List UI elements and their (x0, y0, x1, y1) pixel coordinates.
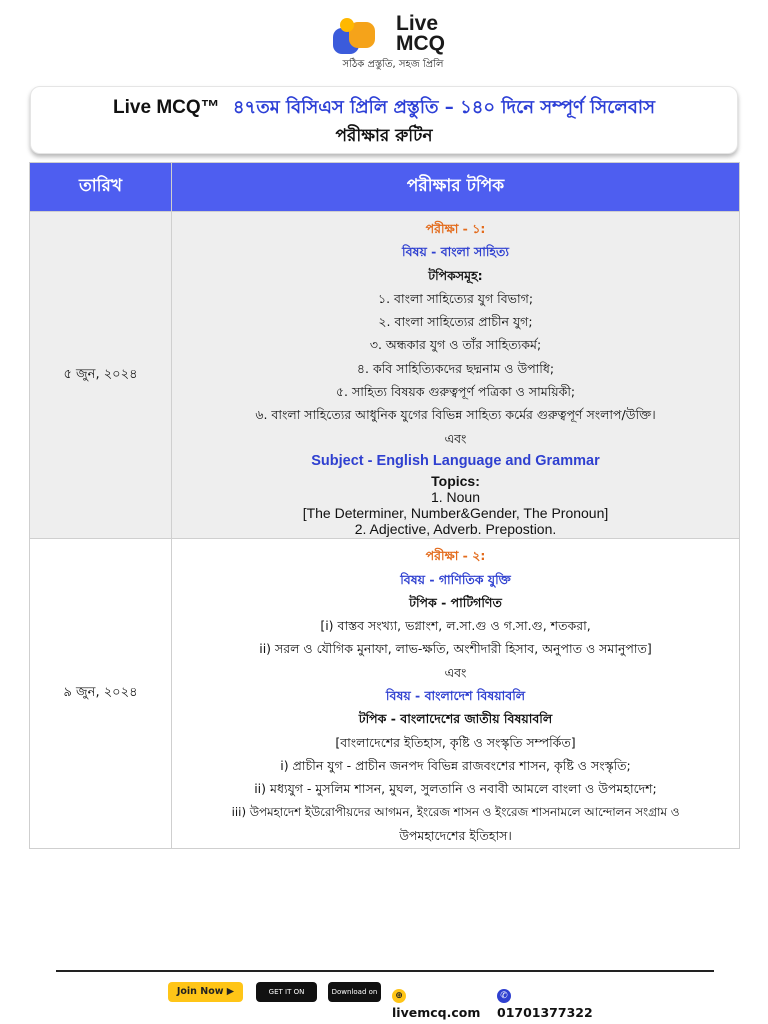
topic-item: [i) বাস্তব সংখ্যা, ভগ্নাংশ, ল.সা.গু ও গ.সা.গু, শতকরা, (320, 618, 591, 634)
footer (0, 982, 768, 1020)
topic-item: ২. বাংলা সাহিত্যের প্রাচীন যুগ; (378, 314, 533, 330)
exam-topics-cell (172, 212, 740, 539)
app-store-badge[interactable]: Download on App Store (328, 982, 381, 1002)
and-connector: এবং (444, 430, 467, 446)
topic-item: ১. বাংলা সাহিত্যের যুগ বিভাগ; (377, 290, 534, 306)
topic-label: টপিক - পাটিগণিত (409, 594, 502, 610)
live-mcq-logo-icon (333, 18, 389, 58)
website-text: livemcq.com (392, 1005, 481, 1020)
topic-item: 2. Adjective, Adverb. Prepostion. (354, 521, 557, 538)
topic-item: [The Determiner, Number&Gender, The Pronoun] (302, 505, 609, 522)
exam-routine-table (29, 162, 740, 849)
footer-divider (56, 970, 714, 972)
topics-label: টপিকসমূহ: (428, 267, 483, 283)
logo-wordmark: Live MCQ (396, 12, 445, 55)
topic-item: iii) উপমহাদেশ ইউরোপীয়দের আগমন, ইংরেজ শাসন ও ইংরেজ শাসনামলে আন্দোলন সংগ্রাম ও (231, 804, 680, 819)
exam-number: পরীক্ষা - ২: (425, 548, 486, 564)
brand-name: Live MCQ™ (113, 97, 220, 118)
banner-title-line (31, 93, 737, 124)
exam-subject-2: বিষয় - বাংলাদেশ বিষয়াবলি (385, 688, 526, 704)
logo (0, 14, 768, 72)
website-link[interactable] (392, 982, 492, 1020)
topic-item: উপমহাদেশের ইতিহাস। (399, 827, 512, 843)
exam-number: পরীক্ষা - ১: (425, 221, 486, 236)
topic-item: ৬. বাংলা সাহিত্যের আধুনিক যুগের বিভিন্ন সাহিত্য কর্মের গুরুত্বপূর্ণ সংলাপ/উক্তি। (255, 407, 656, 423)
exam-subject: বিষয় - বাংলা সাহিত্য (402, 244, 509, 260)
table-row (30, 539, 740, 849)
topic-item: i) প্রাচীন যুগ - প্রাচীন জনপদ বিভিন্ন রাজবংশের শাসন, কৃষ্টি ও সংস্কৃতি; (280, 757, 631, 773)
topic-item: [বাংলাদেশের ইতিহাস, কৃষ্টি ও সংস্কৃতি সম্পর্কিত] (335, 734, 576, 750)
exam-subject: বিষয় - গাণিতিক যুক্তি (400, 571, 511, 587)
topic-item: ii) সরল ও যৌগিক মুনাফা, লাভ-ক্ষতি, অংশীদারী হিসাব, অনুপাত ও সমানুপাত] (259, 641, 652, 657)
topic-item: ৫. সাহিত্য বিষয়ক গুরুত্বপূর্ণ পত্রিকা ও সাময়িকী; (335, 384, 576, 400)
logo-tagline: সঠিক প্রস্তুতি, সহজ প্রিলি (342, 59, 444, 70)
title-banner (30, 86, 738, 154)
exam-date: ৯ জুন, ২০২৪ (30, 539, 172, 849)
globe-icon: ⊕ (392, 989, 406, 1003)
google-play-badge[interactable]: GET IT ON Google Play (256, 982, 317, 1002)
join-now-button[interactable]: Join Now ▶ (168, 982, 243, 1002)
topic-item: ii) মধ্যযুগ - মুসলিম শাসন, মুঘল, সুলতানি ও নবাবী আমলে বাংলা ও উপমহাদেশ; (254, 781, 657, 797)
banner-subtitle: পরীক্ষার রুটিন (335, 126, 433, 146)
topic-item: ৪. কবি সাহিত্যিকদের ছদ্মনাম ও উপাধি; (356, 360, 555, 376)
table-row (30, 212, 740, 539)
topic-label-2: টপিক - বাংলাদেশের জাতীয় বিষয়াবলি (358, 711, 553, 727)
topics-label-english: Topics: (431, 473, 480, 490)
exam-date: ৫ জুন, ২০২৪ (30, 212, 172, 539)
exam-subject-english: Subject - English Language and Grammar (311, 452, 600, 469)
table-header-row (30, 163, 740, 212)
phone-icon: ✆ (497, 989, 511, 1003)
and-connector: এবং (444, 664, 467, 680)
exam-topics-cell (172, 539, 740, 849)
phone-number[interactable] (497, 982, 607, 1020)
phone-text: 01701377322 (497, 1005, 593, 1020)
date-column-header: তারিখ (30, 163, 172, 212)
topic-column-header: পরীক্ষার টপিক (172, 163, 740, 212)
banner-title: ৪৭তম বিসিএস প্রিলি প্রস্তুতি – ১৪০ দিনে সম্পূর্ণ সিলেবাস (232, 97, 655, 118)
topic-item: ৩. অন্ধকার যুগ ও তাঁর সাহিত্যকর্ম; (369, 337, 542, 353)
topic-item: 1. Noun (430, 489, 481, 506)
